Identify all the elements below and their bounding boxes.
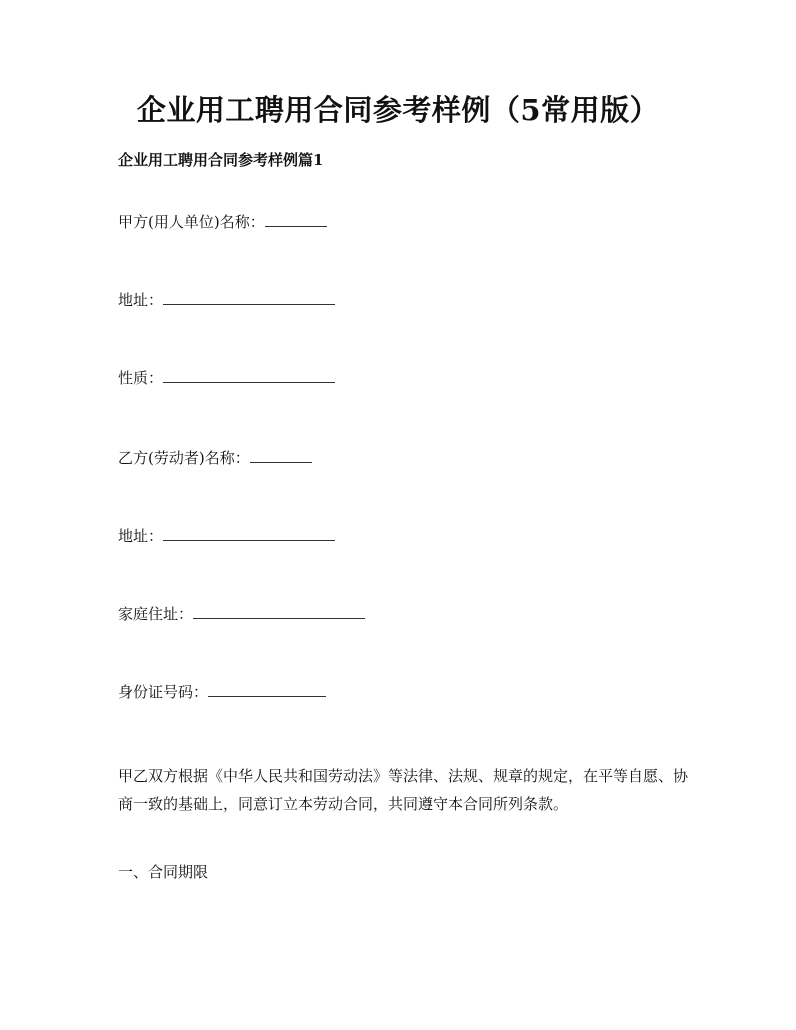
fill-blank[interactable] — [265, 212, 327, 227]
section-heading: 一、合同期限 — [118, 863, 209, 881]
field-label: 乙方(劳动者)名称： — [118, 449, 250, 467]
field-label: 地址： — [118, 291, 164, 309]
field-label: 性质： — [118, 369, 164, 387]
field-party-a-address — [118, 290, 335, 310]
fill-blank[interactable] — [163, 368, 335, 383]
fill-blank[interactable] — [193, 604, 365, 619]
field-party-a-nature — [118, 368, 335, 388]
fill-blank[interactable] — [163, 290, 335, 305]
field-label: 身份证号码： — [118, 683, 209, 701]
field-label: 甲方(用人单位)名称： — [118, 213, 265, 231]
field-party-b-name — [118, 448, 312, 468]
fill-blank[interactable] — [250, 448, 312, 463]
field-home-address — [118, 604, 365, 624]
document-title: 企业用工聘用合同参考样例（5常用版） — [136, 93, 660, 127]
field-party-a-name — [118, 212, 327, 232]
fill-blank[interactable] — [208, 682, 326, 697]
field-label: 地址： — [118, 527, 164, 545]
fill-blank[interactable] — [163, 526, 335, 541]
preamble-paragraph: 甲乙双方根据《中华人民共和国劳动法》等法律、法规、规章的规定，在平等自愿、协商一致的基础上，同意订立本劳动合同，共同遵守本合同所列条款。 — [118, 767, 689, 813]
field-party-b-address — [118, 526, 335, 546]
document-subtitle: 企业用工聘用合同参考样例篇1 — [118, 151, 324, 169]
field-label: 家庭住址： — [118, 605, 194, 623]
field-id-number — [118, 682, 326, 702]
